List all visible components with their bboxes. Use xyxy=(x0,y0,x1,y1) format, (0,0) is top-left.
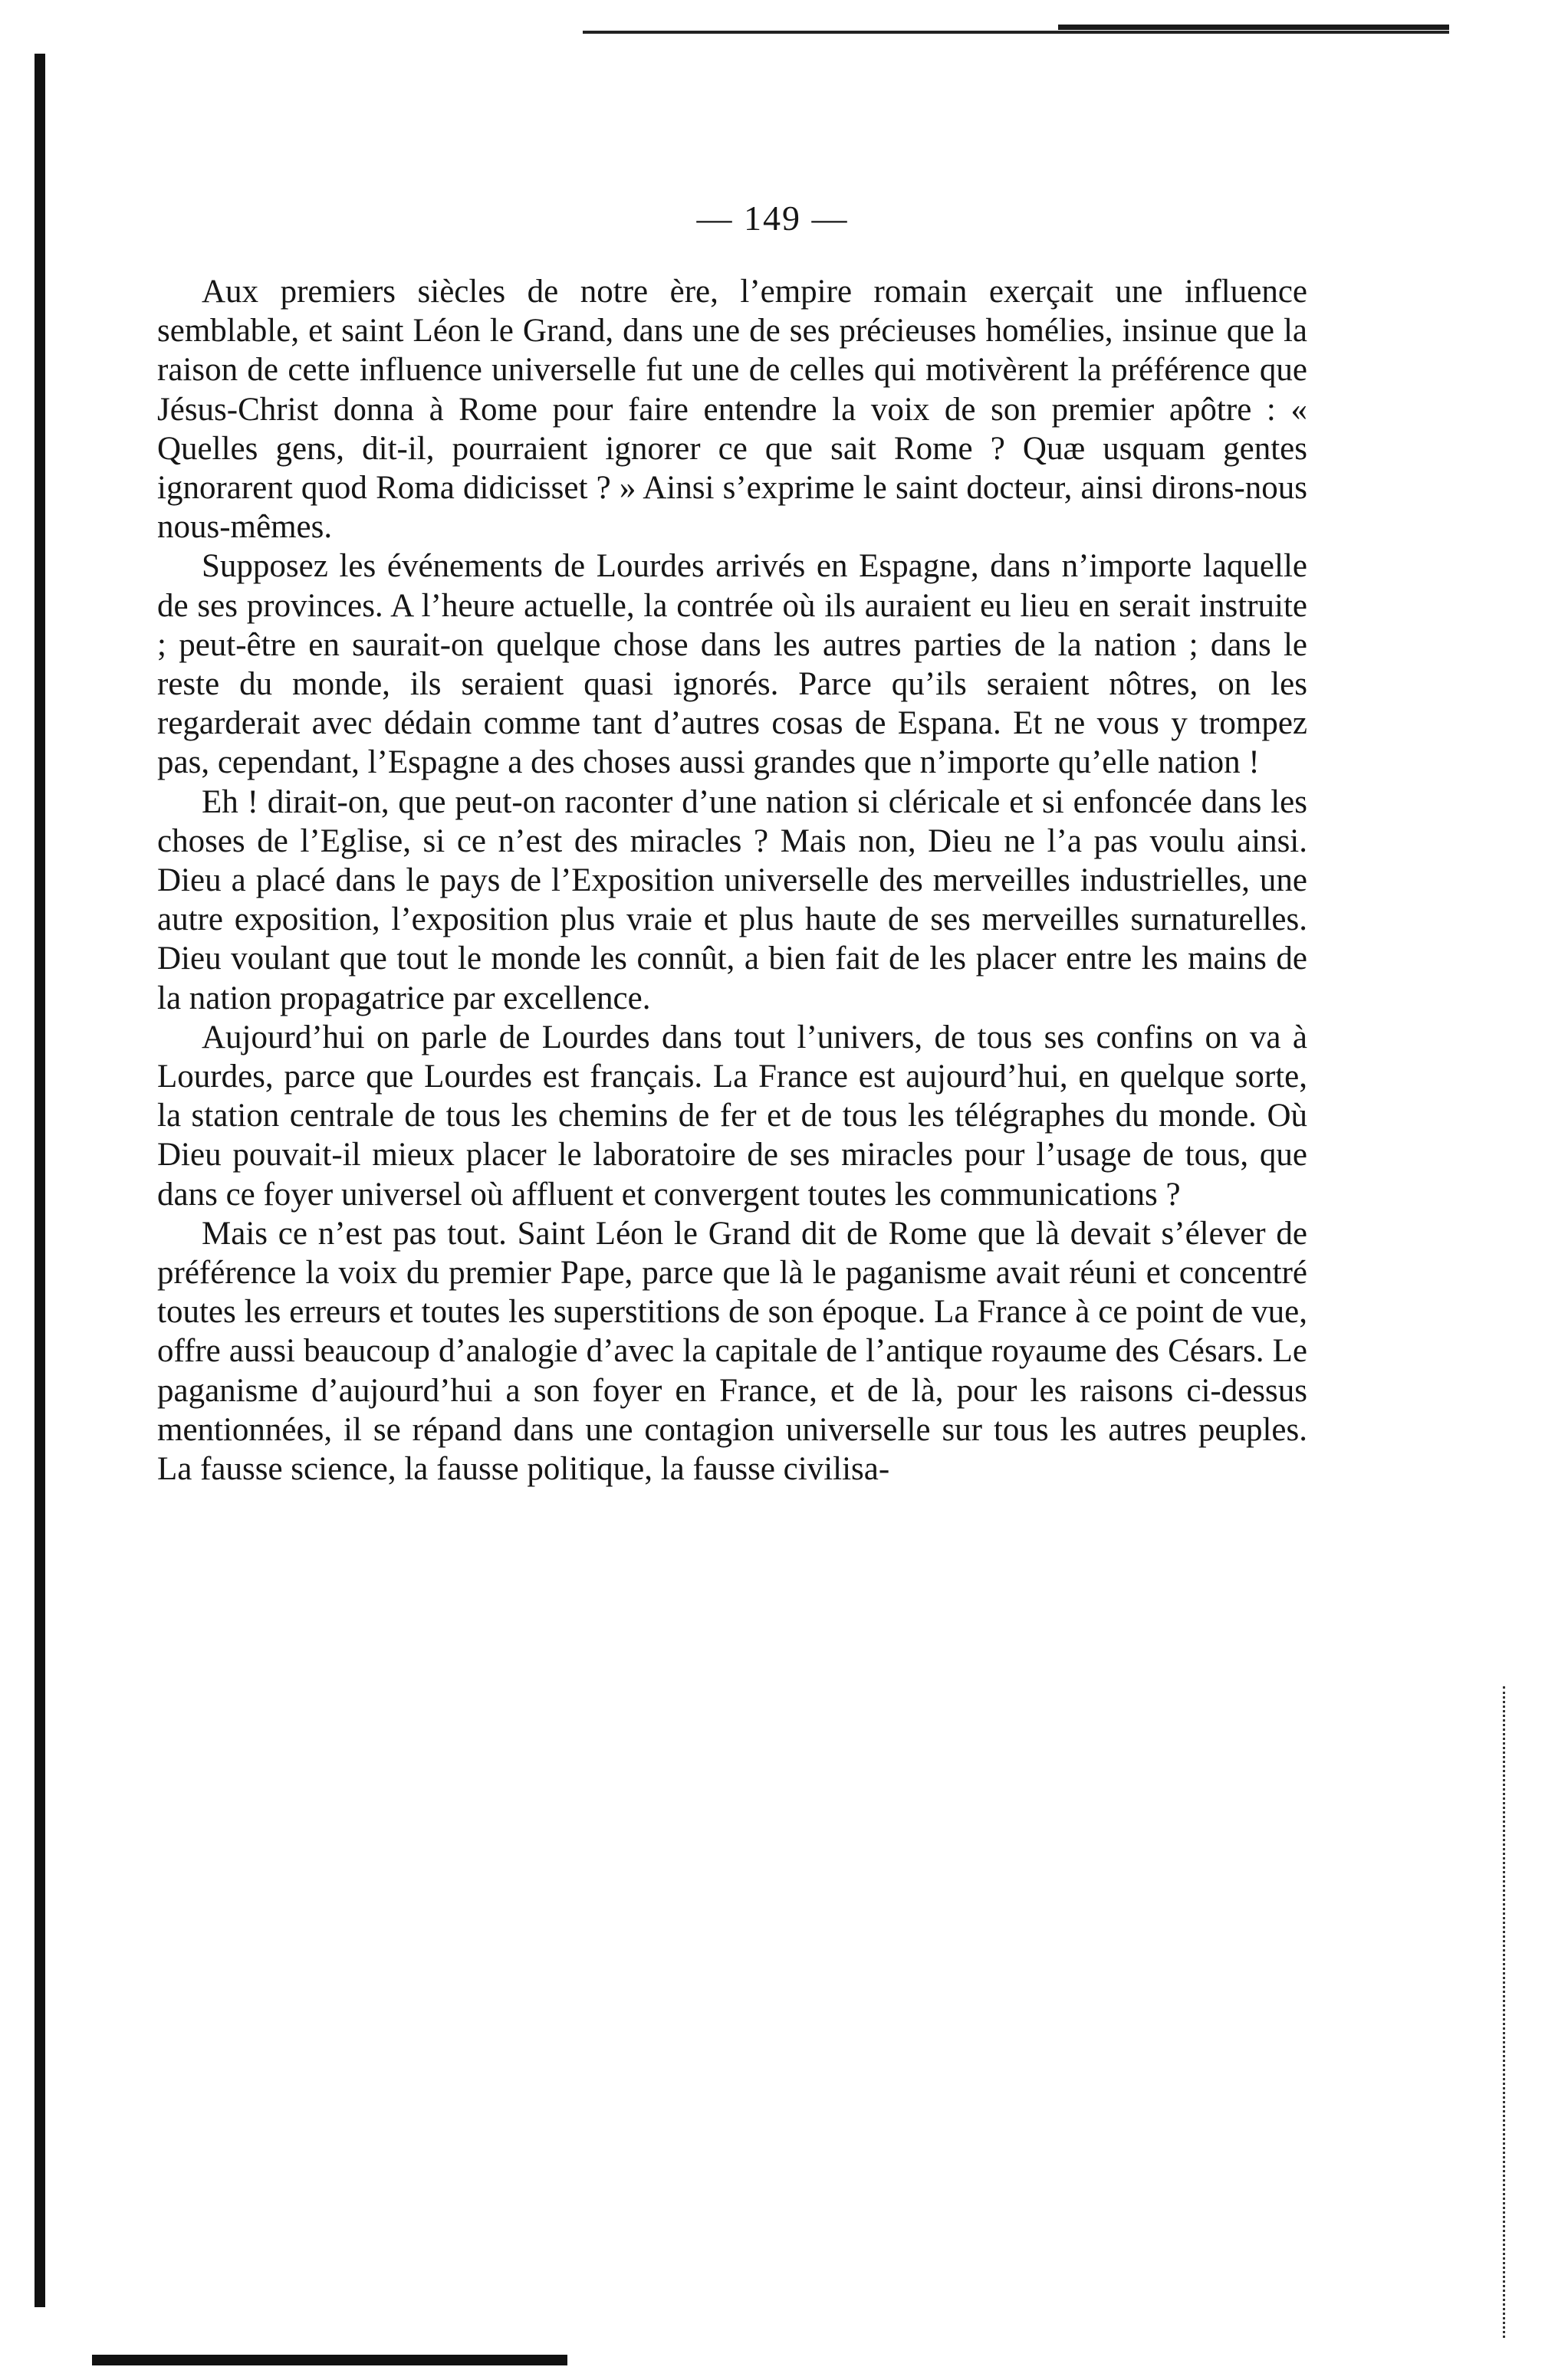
paragraph-3: Eh ! dirait-on, que peut-on raconter d’une nation si cléricale et si enfoncée dans les choses de l’Eglise, si ce n’est des miracles ? Mais non, Dieu ne l’a pas voulu ainsi. Dieu a placé dans le pays de l’Exposition universelle des merveilles industrielles, une autre exposition, l’exposition plus vraie et plus haute de ses merveilles surnaturelles. Dieu voulant que tout le monde les connût, a bien fait de les placer entre les mains de la nation propagatrice par excellence. xyxy=(157,783,1307,1016)
paragraph-4: Aujourd’hui on parle de Lourdes dans tout l’univers, de tous ses confins on va à Lourdes, parce que Lourdes est français. La France est aujourd’hui, en quelque sorte, la station centrale de tous les chemins de fer et de tous les télégraphes du monde. Où Dieu pouvait-il mieux placer le laboratoire de ses miracles pour l’usage de tous, que dans ce foyer universel où affluent et convergent toutes les communications ? xyxy=(157,1019,1307,1213)
paragraph-1: Aux premiers siècles de notre ère, l’empire romain exerçait une influence semblable, et saint Léon le Grand, dans une de ses précieuses homélies, insinue que la raison de cette influence universelle fut une de celles qui motivèrent la préférence que Jésus-Christ donna à Rome pour faire entendre la voix de son premier apôtre : « Quelles gens, dit-il, pourraient ignorer ce que sait Rome ? Quæ usquam gentes ignorarent quod Roma didicisset ? » Ainsi s’exprime le saint docteur, ainsi dirons-nous nous-mêmes. xyxy=(157,274,1307,546)
paragraph-2: Supposez les événements de Lourdes arrivés en Espagne, dans n’importe laquelle de ses provinces. A l’heure actuelle, la contrée où ils auraient eu lieu en serait instruite ; peut-être en saurait-on quelque chose dans les autres parties de la nation ; dans le reste du monde, ils seraient quasi ignorés. Parce qu’ils seraient nôtres, on les regarderait avec dédain comme tant d’autres cosas de Espana. Et ne vous y trompez pas, cependant, l’Espagne a des choses aussi grandes que n’importe qu’elle nation ! xyxy=(157,548,1307,781)
page-number: — 149 — xyxy=(696,199,849,238)
left-margin-bar xyxy=(35,54,45,2307)
top-rule-thick xyxy=(1058,25,1449,30)
bottom-margin-bar xyxy=(92,2355,567,2365)
paragraph-5: Mais ce n’est pas tout. Saint Léon le Grand dit de Rome que là devait s’élever de préférence la voix du premier Pape, parce que là le paganisme avait réuni et concentré toutes les erreurs et toutes les superstitions de son époque. La France à ce point de vue, offre aussi beaucoup d’analogie d’avec la capitale de l’antique royaume des Césars. Le paganisme d’aujourd’hui a son foyer en France, et de là, pour les raisons ci-dessus mentionnées, il se répand dans une contagion universelle sur tous les autres peuples. La fausse science, la fausse politique, la fausse civilisa- xyxy=(157,1215,1307,1488)
top-rule xyxy=(583,31,1449,34)
right-edge-specks xyxy=(1503,1686,1510,2338)
body-text xyxy=(157,272,1307,1489)
